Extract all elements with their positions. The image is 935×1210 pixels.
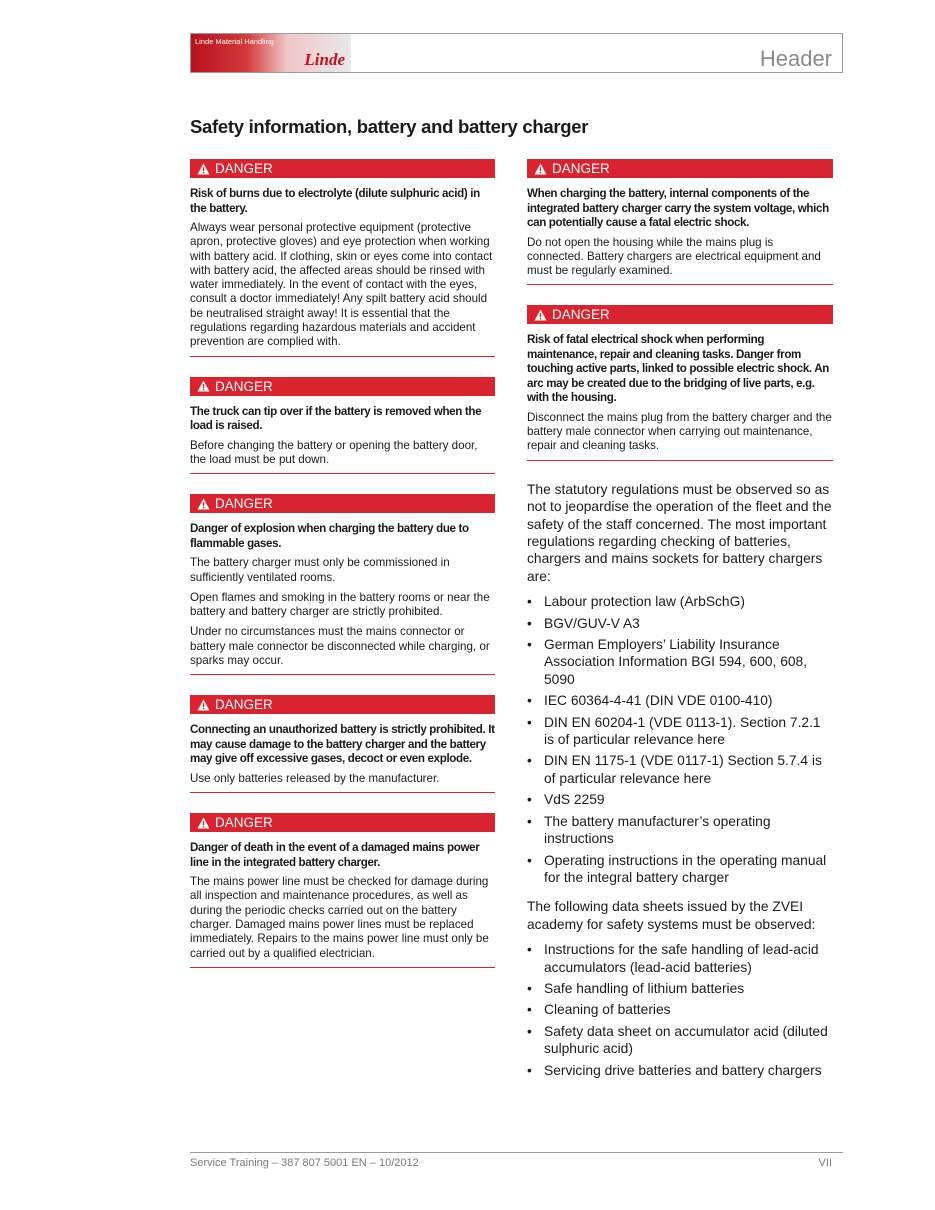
list-item-text: IEC 60364-4-41 (DIN VDE 0100-410) bbox=[544, 693, 773, 709]
bullet-icon: • bbox=[527, 753, 532, 769]
danger-banner bbox=[527, 305, 833, 324]
datasheets-intro: The following data sheets issued by the ZVEI academy for safety systems must be observed: bbox=[527, 899, 816, 932]
bullet-icon: • bbox=[527, 1023, 532, 1039]
page-header bbox=[190, 33, 843, 73]
list-item-text: VdS 2259 bbox=[544, 792, 605, 808]
danger-label: DANGER bbox=[215, 161, 273, 176]
warning-triangle-icon bbox=[197, 817, 210, 829]
bullet-icon: • bbox=[527, 615, 532, 631]
danger-heading: Danger of explosion when charging the battery due to flammable gases. bbox=[190, 522, 469, 550]
danger-paragraph: The mains power line must be checked for damage during all inspection and maintenance procedures, as well as during the periodic checks carried out on the battery charger. Damaged mains power lines must be replaced immediately. Repairs to the mains power line must only be carried out by a qualified electrician. bbox=[190, 875, 489, 960]
danger-heading: When charging the battery, internal components of the integrated battery charger carry the system voltage, which can potentially cause a fatal electric shock. bbox=[527, 187, 829, 229]
list-item-text: Servicing drive batteries and battery chargers bbox=[544, 1062, 822, 1078]
danger-paragraph: Open flames and smoking in the battery rooms or near the battery and battery charger are strictly prohibited. bbox=[190, 590, 490, 619]
bullet-icon: • bbox=[527, 852, 532, 868]
list-item-text: Instructions for the safe handling of lead-acid accumulators (lead-acid batteries) bbox=[544, 942, 819, 975]
danger-paragraph: Do not open the housing while the mains plug is connected. Battery chargers are electrical equipment and must be regularly examined. bbox=[527, 235, 821, 278]
logo-tagline: Linde Material Handling bbox=[195, 37, 274, 46]
danger-body bbox=[190, 439, 495, 468]
warning-triangle-icon bbox=[197, 163, 210, 175]
danger-heading: Danger of death in the event of a damaged mains power line in the integrated battery charger. bbox=[190, 841, 480, 869]
bullet-icon: • bbox=[527, 637, 532, 653]
danger-paragraph: Under no circumstances must the mains connector or battery male connector be disconnected while charging, or sparks may occur. bbox=[190, 625, 490, 668]
danger-label: DANGER bbox=[552, 307, 610, 323]
danger-banner bbox=[190, 377, 495, 396]
danger-body bbox=[190, 221, 495, 350]
danger-notice bbox=[527, 159, 833, 285]
list-item-text: Operating instructions in the operating manual for the integral battery charger bbox=[544, 852, 827, 885]
list-item-text: DIN EN 60204-1 (VDE 0113-1). Section 7.2.1 is of particular relevance here bbox=[544, 714, 821, 748]
right-column bbox=[527, 159, 833, 1091]
list-item bbox=[527, 852, 833, 887]
danger-label: DANGER bbox=[215, 496, 273, 512]
danger-notice bbox=[190, 377, 495, 475]
footer-page-number: VII bbox=[818, 1157, 832, 1169]
warning-triangle-icon bbox=[197, 380, 210, 392]
danger-paragraph: Always wear personal protective equipment (protective apron, protective gloves) and eye protection when working with battery acid. If clothing, skin or eyes come into contact with battery acid, the affected areas should be rinsed with water immediately. In the event of contact with the eyes, consult a doctor immediately! Any spilt battery acid should be neutralised straight away! It is essential that the regulations regarding hazardous materials and accident prevention are complied with. bbox=[190, 221, 493, 349]
list-item bbox=[527, 615, 833, 632]
list-item-text: Labour protection law (ArbSchG) bbox=[544, 594, 745, 610]
list-item-text: Safe handling of lithium batteries bbox=[544, 980, 745, 996]
danger-notice bbox=[527, 305, 833, 460]
danger-notice bbox=[190, 159, 495, 357]
list-item bbox=[527, 752, 833, 787]
danger-body bbox=[527, 411, 833, 454]
list-item-text: Safety data sheet on accumulator acid (diluted sulphuric acid) bbox=[544, 1023, 828, 1057]
right-danger-list bbox=[527, 159, 833, 461]
warning-triangle-icon bbox=[534, 163, 547, 175]
warning-triangle-icon bbox=[197, 699, 210, 711]
danger-banner bbox=[527, 159, 833, 178]
danger-banner bbox=[190, 813, 495, 832]
bullet-icon: • bbox=[527, 813, 532, 829]
danger-notice bbox=[190, 695, 495, 793]
bullet-icon: • bbox=[527, 942, 532, 958]
bullet-icon: • bbox=[527, 792, 532, 808]
danger-heading: Risk of burns due to electrolyte (dilute sulphuric acid) in the battery. bbox=[190, 187, 480, 215]
list-item-text: German Employers’ Liability Insurance Association Information BGI 594, 600, 608, 5090 bbox=[544, 637, 808, 687]
list-item bbox=[527, 813, 833, 848]
danger-body bbox=[190, 772, 495, 786]
list-item bbox=[527, 1001, 833, 1018]
danger-heading: Connecting an unauthorized battery is strictly prohibited. It may cause damage to the battery charger and the battery may give off excessive gases, decoct or even explode. bbox=[190, 723, 495, 766]
list-item-text: The battery manufacturer’s operating instructions bbox=[544, 813, 771, 847]
list-item bbox=[527, 593, 833, 610]
danger-label: DANGER bbox=[215, 697, 273, 713]
regulations-intro: The statutory regulations must be observed so as not to jeopardise the operation of the fleet and the safety of the staff concerned. The most important regulations regarding checking of batteries, chargers and mains sockets for battery chargers are: bbox=[527, 481, 832, 584]
list-item-text: DIN EN 1175-1 (VDE 0117-1) Section 5.7.4 is of particular relevance here bbox=[544, 753, 822, 786]
logo-brand: Linde bbox=[304, 50, 345, 69]
bullet-icon: • bbox=[527, 714, 532, 730]
danger-paragraph: Use only batteries released by the manufacturer. bbox=[190, 771, 440, 785]
list-item bbox=[527, 692, 833, 709]
bullet-icon: • bbox=[527, 1002, 532, 1018]
page-title: Safety information, battery and battery charger bbox=[190, 116, 589, 137]
danger-label: DANGER bbox=[215, 815, 273, 831]
regulations-list bbox=[527, 593, 833, 886]
danger-label: DANGER bbox=[215, 378, 273, 394]
danger-body bbox=[190, 875, 495, 961]
bullet-icon: • bbox=[527, 980, 532, 996]
danger-heading: Risk of fatal electrical shock when performing maintenance, repair and cleaning tasks. Danger from touching active parts, linked to possible electric shock. An arc may be created due to the bridging of live parts, e.g. with the housing. bbox=[527, 333, 829, 405]
danger-body bbox=[190, 556, 495, 668]
warning-triangle-icon bbox=[197, 498, 210, 510]
list-item bbox=[527, 1023, 833, 1058]
danger-notice bbox=[190, 494, 495, 675]
bullet-icon: • bbox=[527, 1062, 532, 1078]
bullet-icon: • bbox=[527, 693, 532, 709]
list-item bbox=[527, 714, 833, 749]
header-title: Header bbox=[759, 46, 832, 71]
danger-paragraph: The battery charger must only be commissioned in sufficiently ventilated rooms. bbox=[190, 556, 450, 584]
danger-paragraph: Before changing the battery or opening the battery door, the load must be put down. bbox=[190, 438, 478, 466]
list-item bbox=[527, 980, 833, 997]
list-item bbox=[527, 636, 833, 688]
list-item bbox=[527, 941, 833, 976]
danger-banner bbox=[190, 695, 495, 714]
danger-heading: The truck can tip over if the battery is removed when the load is raised. bbox=[190, 404, 482, 433]
footer-divider bbox=[190, 1152, 843, 1153]
linde-logo bbox=[191, 34, 351, 72]
warning-triangle-icon bbox=[534, 309, 547, 321]
datasheets-list bbox=[527, 941, 833, 1079]
danger-paragraph: Disconnect the mains plug from the battery charger and the battery male connector when carrying out maintenance, repair and cleaning tasks. bbox=[527, 410, 832, 453]
footer-document-info: Service Training – 387 807 5001 EN – 10/2012 bbox=[190, 1157, 419, 1169]
bullet-icon: • bbox=[527, 594, 532, 610]
danger-notice bbox=[190, 813, 495, 968]
list-item-text: BGV/GUV-V A3 bbox=[544, 615, 640, 631]
left-column bbox=[190, 159, 495, 988]
list-item bbox=[527, 1062, 833, 1079]
list-item bbox=[527, 791, 833, 808]
danger-label: DANGER bbox=[552, 161, 610, 176]
list-item-text: Cleaning of batteries bbox=[544, 1002, 671, 1018]
danger-body bbox=[527, 236, 833, 279]
danger-banner bbox=[190, 159, 495, 178]
danger-banner bbox=[190, 494, 495, 513]
